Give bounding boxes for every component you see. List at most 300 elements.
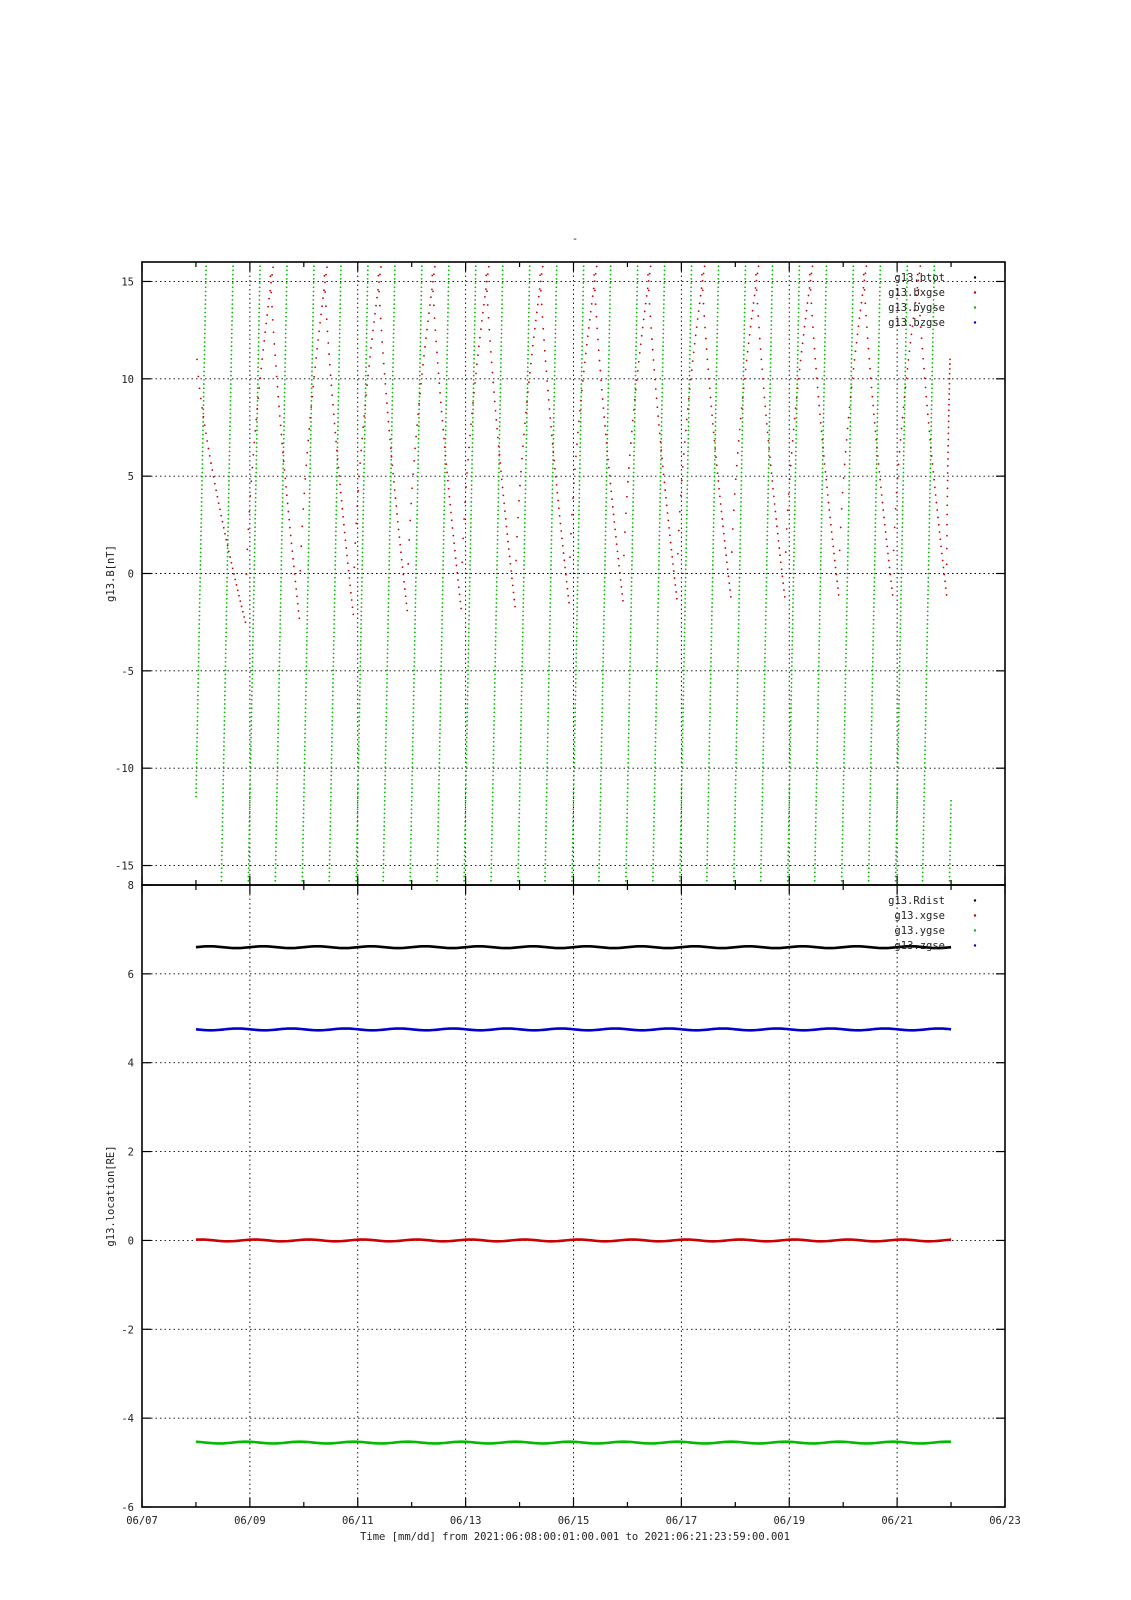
data-point (766, 581, 768, 583)
data-point (439, 749, 441, 751)
data-point (250, 758, 252, 760)
data-point (654, 796, 656, 798)
data-point (221, 829, 223, 831)
data-point (932, 354, 934, 356)
data-point (815, 796, 817, 798)
data-point (741, 442, 743, 444)
data-point (466, 745, 468, 747)
data-point (491, 846, 493, 848)
data-point (653, 850, 655, 852)
data-point (437, 859, 439, 861)
data-point (230, 562, 232, 564)
data-point (414, 615, 416, 617)
data-point (199, 589, 201, 591)
data-point (485, 251, 487, 253)
data-point (735, 766, 737, 768)
data-point (823, 400, 825, 402)
data-point (649, 315, 651, 317)
data-point (761, 817, 763, 819)
data-point (230, 362, 232, 364)
data-point (876, 467, 878, 469)
data-point (352, 606, 354, 608)
data-point (410, 855, 412, 857)
data-point (224, 686, 226, 688)
data-point (628, 716, 630, 718)
data-point (771, 312, 773, 314)
data-point (710, 648, 712, 650)
data-point (250, 762, 252, 764)
data-point (312, 307, 314, 309)
data-point (308, 552, 310, 554)
data-point (870, 770, 872, 772)
data-point (437, 817, 439, 819)
data-point (329, 846, 331, 848)
data-point (844, 703, 846, 705)
data-point (878, 358, 880, 360)
data-point (487, 273, 489, 275)
data-point (385, 728, 387, 730)
data-point (714, 451, 716, 453)
data-point (436, 867, 438, 869)
data-point (420, 383, 422, 385)
data-point (798, 299, 800, 301)
data-point (790, 699, 792, 701)
data-point (762, 783, 764, 785)
data-point (874, 560, 876, 562)
data-point (251, 716, 253, 718)
data-point (464, 846, 466, 848)
data-point (358, 737, 360, 739)
data-point (877, 387, 879, 389)
data-point (275, 838, 277, 840)
data-point (445, 396, 447, 398)
data-point (869, 829, 871, 831)
data-point (384, 770, 386, 772)
data-point (446, 392, 448, 394)
data-point (464, 825, 466, 827)
data-point (554, 345, 556, 347)
data-point (393, 481, 395, 483)
data-point (895, 838, 897, 840)
data-point (308, 547, 310, 549)
data-point (357, 796, 359, 798)
data-point (605, 501, 607, 503)
data-point (796, 400, 798, 402)
data-point (897, 754, 899, 756)
data-point (707, 838, 709, 840)
data-point (523, 568, 525, 570)
data-point (869, 834, 871, 836)
data-point (790, 465, 792, 467)
data-point (500, 387, 502, 389)
data-point (898, 699, 900, 701)
data-point (708, 775, 710, 777)
data-point (599, 360, 601, 362)
data-point (517, 517, 519, 519)
data-point (448, 488, 450, 490)
data-point (683, 661, 685, 663)
data-point (390, 472, 392, 474)
data-point (249, 796, 251, 798)
data-point (530, 363, 532, 365)
data-point (874, 547, 876, 549)
data-point (734, 834, 736, 836)
data-point (330, 817, 332, 819)
data-point (692, 360, 694, 362)
data-point (604, 573, 606, 575)
data-point (309, 497, 311, 499)
data-point (225, 640, 227, 642)
data-point (524, 522, 526, 524)
data-point (527, 383, 529, 385)
data-point (228, 472, 230, 474)
data-point (363, 455, 365, 457)
data-point (868, 876, 870, 878)
data-point (272, 319, 274, 321)
data-point (416, 424, 418, 426)
data-point (496, 589, 498, 591)
data-point (609, 299, 611, 301)
data-point (200, 526, 202, 528)
data-point (419, 371, 421, 373)
data-point (601, 733, 603, 735)
data-point (797, 387, 799, 389)
data-point (197, 690, 199, 692)
data-point (903, 434, 905, 436)
data-point (820, 568, 822, 570)
data-point (492, 382, 494, 384)
data-point (600, 758, 602, 760)
data-point (330, 775, 332, 777)
data-point (790, 724, 792, 726)
data-point (609, 312, 611, 314)
data-point (817, 720, 819, 722)
data-point (275, 850, 277, 852)
data-point (322, 297, 324, 299)
data-point (232, 274, 234, 276)
data-point (599, 804, 601, 806)
data-point (432, 281, 434, 283)
data-point (309, 459, 311, 461)
data-point (681, 791, 683, 793)
data-point (225, 623, 227, 625)
data-point (386, 703, 388, 705)
data-point (384, 775, 386, 777)
data-point (904, 379, 906, 381)
data-point (303, 813, 305, 815)
data-point (384, 373, 386, 375)
data-point (654, 754, 656, 756)
data-point (232, 291, 234, 293)
data-point (311, 349, 313, 351)
data-point (771, 295, 773, 297)
data-point (728, 575, 730, 577)
data-point (788, 829, 790, 831)
data-point (897, 745, 899, 747)
data-point (384, 779, 386, 781)
data-point (896, 821, 898, 823)
data-point (846, 619, 848, 621)
data-point (789, 762, 791, 764)
data-point (605, 539, 607, 541)
data-point (474, 303, 476, 305)
data-point (227, 547, 229, 549)
data-point (200, 522, 202, 524)
data-point (474, 337, 476, 339)
data-point (392, 387, 394, 389)
data-point (556, 278, 558, 280)
data-point (525, 476, 527, 478)
data-point (629, 690, 631, 692)
data-point (469, 573, 471, 575)
data-point (438, 787, 440, 789)
data-point (252, 619, 254, 621)
data-point (851, 324, 853, 326)
data-point (905, 358, 907, 360)
data-point (851, 345, 853, 347)
data-point (227, 545, 229, 547)
data-point (554, 371, 556, 373)
data-point (548, 657, 550, 659)
data-point (769, 375, 771, 377)
data-point (929, 505, 931, 507)
data-point (716, 366, 718, 368)
data-point (519, 485, 521, 487)
data-point (848, 505, 850, 507)
data-point (599, 855, 601, 857)
data-point (385, 716, 387, 718)
data-point (704, 265, 706, 267)
data-point (605, 514, 607, 516)
data-point (570, 533, 572, 535)
data-point (825, 282, 827, 284)
data-point (680, 817, 682, 819)
data-point (330, 800, 332, 802)
data-point (306, 623, 308, 625)
data-point (496, 594, 498, 596)
data-point (761, 821, 763, 823)
data-point (816, 770, 818, 772)
data-point (571, 867, 573, 869)
data-point (609, 307, 611, 309)
data-point (356, 850, 358, 852)
data-point (339, 320, 341, 322)
data-point (627, 762, 629, 764)
data-point (791, 674, 793, 676)
data-point (253, 589, 255, 591)
data-point (494, 690, 496, 692)
data-point (682, 703, 684, 705)
data-point (579, 459, 581, 461)
data-point (359, 674, 361, 676)
data-point (847, 556, 849, 558)
data-point (467, 699, 469, 701)
data-point (542, 316, 544, 318)
data-point (900, 577, 902, 579)
data-point (204, 341, 206, 343)
data-point (420, 307, 422, 309)
data-point (365, 375, 367, 377)
data-point (329, 850, 331, 852)
data-point (660, 459, 662, 461)
data-point (788, 817, 790, 819)
data-point (582, 303, 584, 305)
data-point (493, 749, 495, 751)
data-point (363, 415, 365, 417)
data-point (468, 623, 470, 625)
data-point (279, 415, 281, 417)
data-point (709, 733, 711, 735)
data-point (729, 589, 731, 591)
data-point (200, 531, 202, 533)
data-point (228, 501, 230, 503)
data-point (576, 632, 578, 634)
data-point (248, 834, 250, 836)
data-point (356, 821, 358, 823)
data-point (841, 876, 843, 878)
data-point (223, 741, 225, 743)
data-point (308, 543, 310, 545)
data-point (707, 846, 709, 848)
data-point (494, 401, 496, 403)
data-point (521, 690, 523, 692)
data-point (225, 648, 227, 650)
data-point (330, 813, 332, 815)
data-point (418, 429, 420, 431)
data-point (708, 758, 710, 760)
data-point (901, 560, 903, 562)
data-point (710, 653, 712, 655)
data-point (202, 421, 204, 423)
data-point (686, 535, 688, 537)
data-point (739, 543, 741, 545)
data-point (386, 402, 388, 404)
data-point (338, 475, 340, 477)
data-point (899, 636, 901, 638)
data-point (815, 800, 817, 802)
data-point (843, 775, 845, 777)
data-point (704, 327, 706, 329)
data-point (601, 720, 603, 722)
data-point (555, 286, 557, 288)
data-point (387, 648, 389, 650)
data-point (599, 813, 601, 815)
data-point (605, 493, 607, 495)
data-point (902, 509, 904, 511)
data-point (719, 496, 721, 498)
data-point (664, 265, 666, 267)
data-point (581, 375, 583, 377)
data-point (739, 560, 741, 562)
data-point (224, 690, 226, 692)
data-point (257, 375, 259, 377)
data-point (311, 400, 313, 402)
data-point (610, 265, 612, 267)
data-point (302, 859, 304, 861)
data-point (361, 564, 363, 566)
data-point (603, 636, 605, 638)
data-point (760, 867, 762, 869)
data-point (357, 490, 359, 492)
data-point (845, 640, 847, 642)
data-point (606, 455, 608, 457)
data-point (637, 274, 639, 276)
data-point (849, 459, 851, 461)
data-point (232, 299, 234, 301)
data-point (628, 720, 630, 722)
data-point (309, 467, 311, 469)
data-point (793, 577, 795, 579)
data-point (395, 497, 397, 499)
data-point (895, 867, 897, 869)
data-point (394, 274, 396, 276)
data-point (255, 488, 257, 490)
data-point (355, 876, 357, 878)
data-point (453, 542, 455, 544)
data-point (905, 349, 907, 351)
data-point (573, 754, 575, 756)
data-point (717, 282, 719, 284)
data-point (389, 501, 391, 503)
data-point (905, 341, 907, 343)
data-point (555, 324, 557, 326)
data-point (309, 476, 311, 478)
data-point (494, 657, 496, 659)
data-point (768, 459, 770, 461)
data-point (629, 669, 631, 671)
data-point (602, 661, 604, 663)
data-point (851, 341, 853, 343)
data-point (709, 695, 711, 697)
data-point (474, 291, 476, 293)
data-point (199, 598, 201, 600)
data-point (307, 585, 309, 587)
data-point (534, 328, 536, 330)
data-point (592, 295, 594, 297)
data-point (924, 745, 926, 747)
data-point (277, 754, 279, 756)
data-point (411, 783, 413, 785)
data-point (439, 733, 441, 735)
data-point (630, 619, 632, 621)
data-point (873, 615, 875, 617)
data-point (765, 627, 767, 629)
data-point (706, 859, 708, 861)
data-point (468, 606, 470, 608)
data-point (279, 623, 281, 625)
data-point (248, 871, 250, 873)
data-point (335, 531, 337, 533)
data-point (302, 829, 304, 831)
data-point (278, 406, 280, 408)
data-point (581, 341, 583, 343)
data-point (744, 291, 746, 293)
data-point (792, 606, 794, 608)
data-point (430, 296, 432, 298)
data-point (711, 636, 713, 638)
data-point (361, 438, 363, 440)
data-point (475, 282, 477, 284)
data-point (283, 438, 285, 440)
data-point (717, 472, 719, 474)
data-point (232, 286, 234, 288)
data-point (922, 859, 924, 861)
data-point (710, 661, 712, 663)
data-point (679, 863, 681, 865)
data-point (549, 602, 551, 604)
data-point (292, 558, 294, 560)
data-point (334, 606, 336, 608)
